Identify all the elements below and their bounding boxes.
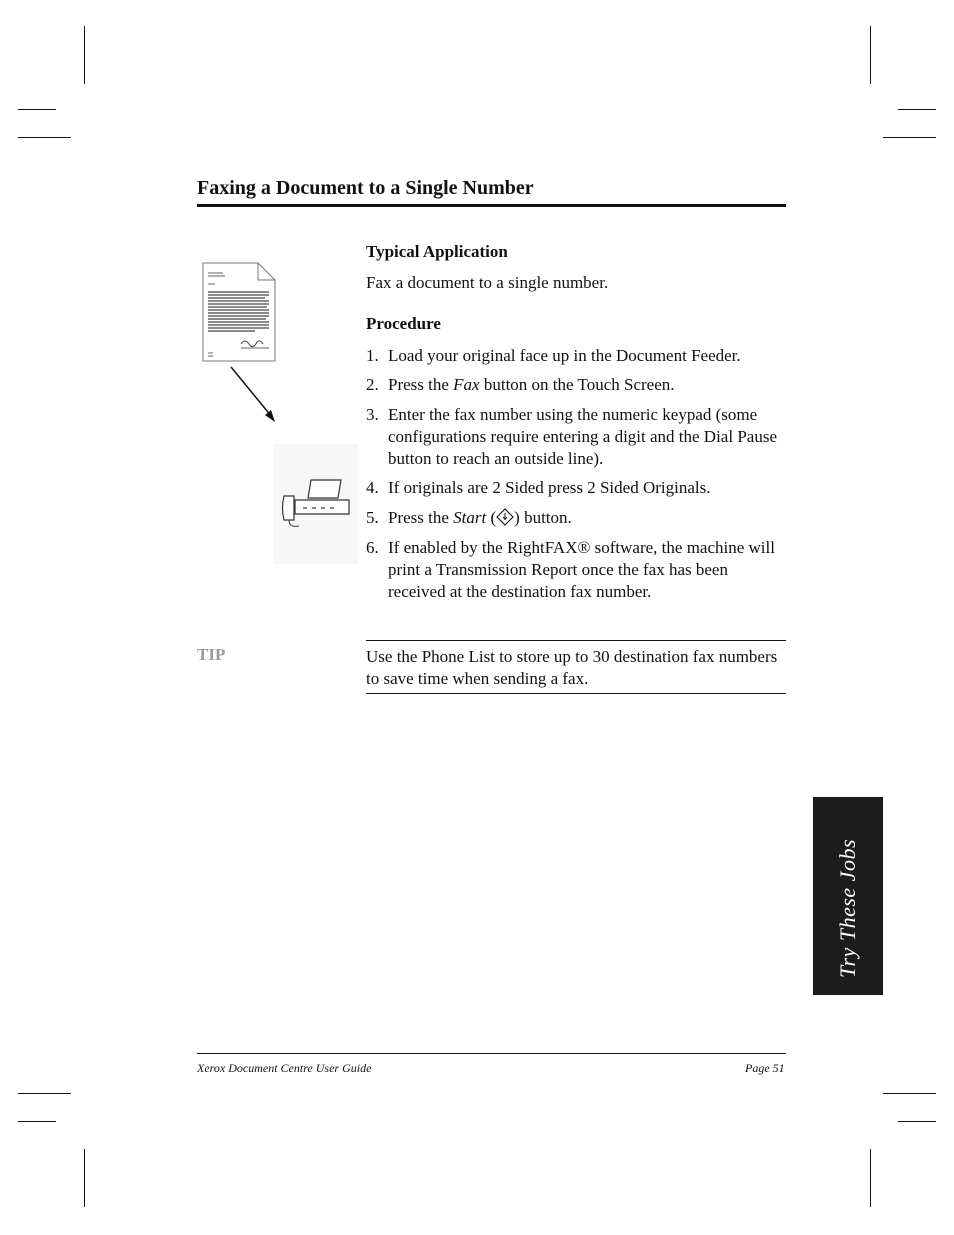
fax-machine-icon	[273, 444, 358, 564]
procedure-heading: Procedure	[366, 314, 441, 333]
step-number: 6.	[366, 538, 379, 557]
crop-mark	[18, 137, 71, 138]
step-number: 2.	[366, 375, 379, 394]
crop-mark	[898, 1121, 936, 1122]
section-tab-label: Try These Jobs	[835, 839, 860, 978]
crop-mark	[18, 1121, 56, 1122]
step-number: 4.	[366, 478, 379, 497]
step-text: If originals are 2 Sided press 2 Sided Originals.	[388, 478, 711, 497]
step-text-em: Fax	[453, 375, 480, 394]
illustration	[195, 258, 360, 568]
crop-mark	[18, 109, 56, 110]
step-text-post: button on the Touch Screen.	[479, 375, 675, 394]
typical-application-heading: Typical Application	[366, 242, 508, 261]
crop-mark	[84, 26, 85, 84]
step-text: If enabled by the RightFAX® software, the machine will print a Transmission Report once the fax has been received at the destination fax number.	[388, 538, 775, 601]
footer-guide-title: Xerox Document Centre User Guide	[197, 1061, 372, 1075]
step-number: 3.	[366, 405, 379, 424]
step-text-em: Start	[453, 508, 487, 527]
step-text-open: (	[486, 508, 497, 527]
page-title: Faxing a Document to a Single Number	[197, 177, 534, 199]
page-number: Page 51	[745, 1061, 785, 1075]
start-diamond-icon	[496, 508, 514, 526]
tip-rule-top	[366, 640, 786, 641]
step-text-pre: Press the	[388, 508, 454, 527]
crop-mark	[883, 137, 936, 138]
arrow-icon	[231, 367, 275, 422]
step-text: Load your original face up in the Document Feeder.	[388, 346, 741, 365]
step-number: 1.	[366, 346, 379, 365]
crop-mark	[883, 1093, 936, 1094]
crop-mark	[898, 109, 936, 110]
crop-mark	[84, 1149, 85, 1207]
crop-mark	[870, 1149, 871, 1207]
step-text-pre: Press the	[388, 375, 454, 394]
typical-application-text: Fax a document to a single number.	[366, 273, 609, 292]
tip-text: Use the Phone List to store up to 30 destination fax numbers to save time when sending a fax.	[366, 647, 778, 688]
step-text-post: ) button.	[514, 508, 572, 527]
crop-mark	[870, 26, 871, 84]
document-icon	[203, 263, 275, 361]
footer-rule	[197, 1053, 786, 1054]
title-rule	[197, 204, 786, 207]
step-text	[388, 374, 788, 396]
step-text	[388, 507, 788, 529]
tip-label: TIP	[197, 645, 226, 664]
crop-mark	[18, 1093, 71, 1094]
tip-rule-bottom	[366, 693, 786, 694]
step-text: Enter the fax number using the numeric keypad (some configurations require entering a digit and the Dial Pause button to reach an outside line).	[388, 405, 777, 468]
step-number: 5.	[366, 508, 379, 527]
